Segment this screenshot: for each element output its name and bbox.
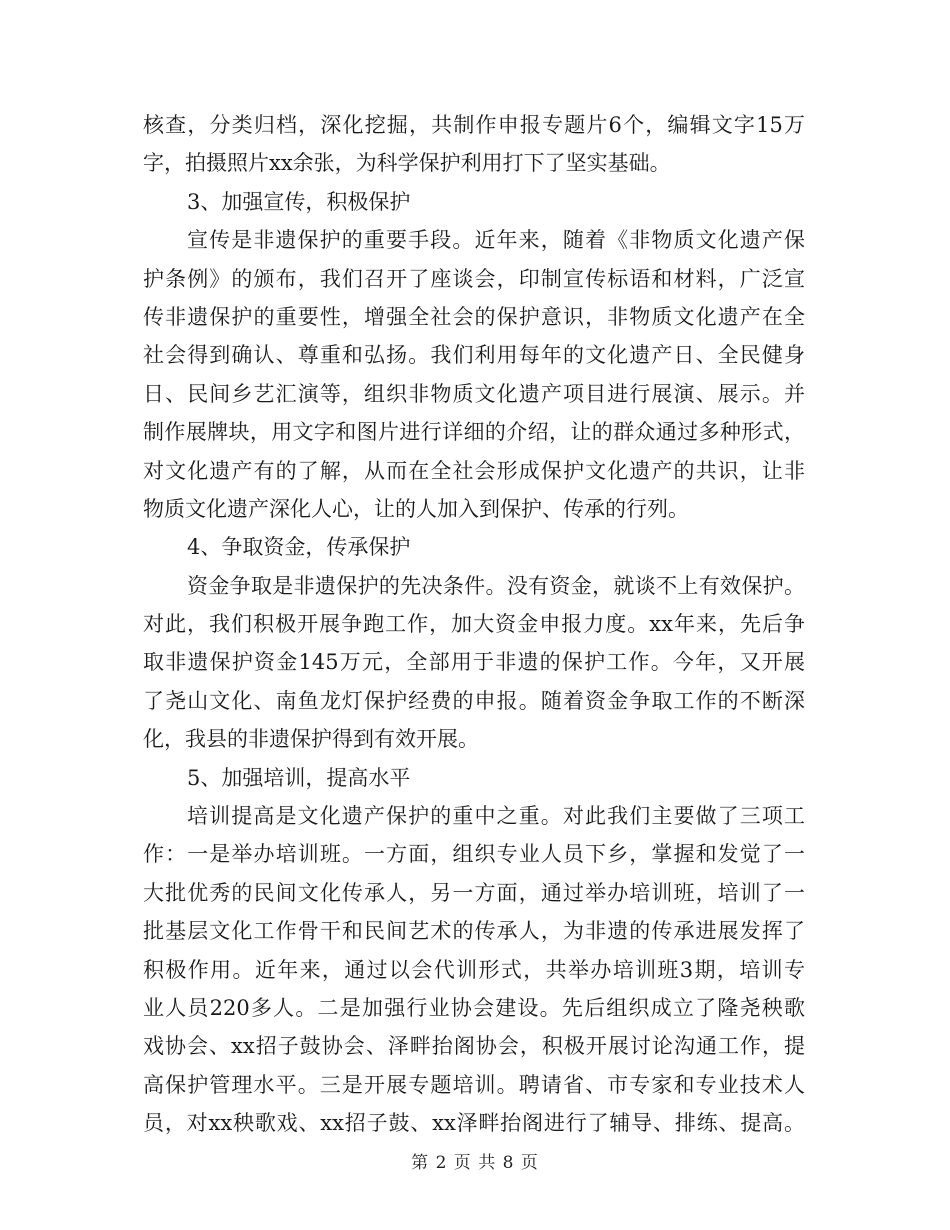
page-footer: 第 2 页 共 8 页	[411, 1153, 539, 1173]
text-line: 业人员220多人。二是加强行业协会建设。先后组织成立了隆尧秧歌	[143, 995, 805, 1020]
text-line: 护条例》的颁布，我们召开了座谈会，印制宣传标语和材料，广泛宣	[143, 266, 805, 291]
text-line: 批基层文化工作骨干和民间艺术的传承人，为非遗的传承进展发挥了	[143, 919, 805, 944]
text-line: 社会得到确认、尊重和弘扬。我们利用每年的文化遗产日、全民健身	[143, 343, 805, 368]
text-line: 高保护管理水平。三是开展专题培训。聘请省、市专家和专业技术人	[143, 1072, 805, 1097]
text-line: 培训提高是文化遗产保护的重中之重。对此我们主要做了三项工	[187, 804, 805, 829]
text-line: 宣传是非遗保护的重要手段。近年来，随着《非物质文化遗产保	[187, 228, 805, 253]
text-line: 制作展牌块，用文字和图片进行详细的介绍，让的群众通过多种形式，	[143, 420, 805, 445]
text-line: 戏协会、xx招子鼓协会、泽畔抬阁协会，积极开展讨论沟通工作，提	[143, 1034, 805, 1059]
text-line: 大批优秀的民间文化传承人，另一方面，通过举办培训班，培训了一	[143, 880, 805, 905]
text-line: 作：一是举办培训班。一方面，组织专业人员下乡，掌握和发觉了一	[143, 842, 805, 867]
text-line: 化，我县的非遗保护得到有效开展。	[143, 727, 479, 752]
text-line: 员，对xx秧歌戏、xx招子鼓、xx泽畔抬阁进行了辅导、排练、提高。	[143, 1111, 805, 1136]
text-line: 日、民间乡艺汇演等，组织非物质文化遗产项目进行展演、展示。并	[143, 381, 805, 406]
text-line: 核查，分类归档，深化挖掘，共制作申报专题片6个，编辑文字15万	[143, 113, 805, 137]
text-line: 取非遗保护资金145万元，全部用于非遗的保护工作。今年，又开展	[143, 650, 805, 675]
text-line: 对文化遗产有的了解，从而在全社会形成保护文化遗产的共识，让非	[143, 458, 805, 483]
text-line: 3、加强宣传，积极保护	[187, 189, 411, 214]
text-line: 了尧山文化、南鱼龙灯保护经费的申报。随着资金争取工作的不断深	[143, 688, 805, 713]
document-body	[143, 106, 805, 1143]
text-line: 5、加强培训，提高水平	[187, 765, 411, 790]
text-line: 物质文化遗产深化人心，让的人加入到保护、传承的行列。	[143, 496, 689, 521]
text-line: 积极作用。近年来，通过以会代训形式，共举办培训班3期，培训专	[143, 957, 805, 982]
text-line: 4、争取资金，传承保护	[187, 535, 411, 560]
text-line: 传非遗保护的重要性，增强全社会的保护意识，非物质文化遗产在全	[143, 304, 805, 329]
text-line: 对此，我们积极开展争跑工作，加大资金申报力度。xx年来，先后争	[143, 612, 805, 637]
text-line: 资金争取是非遗保护的先决条件。没有资金，就谈不上有效保护。	[187, 573, 805, 598]
text-line: 字，拍摄照片xx余张，为科学保护利用打下了坚实基础。	[143, 151, 671, 176]
